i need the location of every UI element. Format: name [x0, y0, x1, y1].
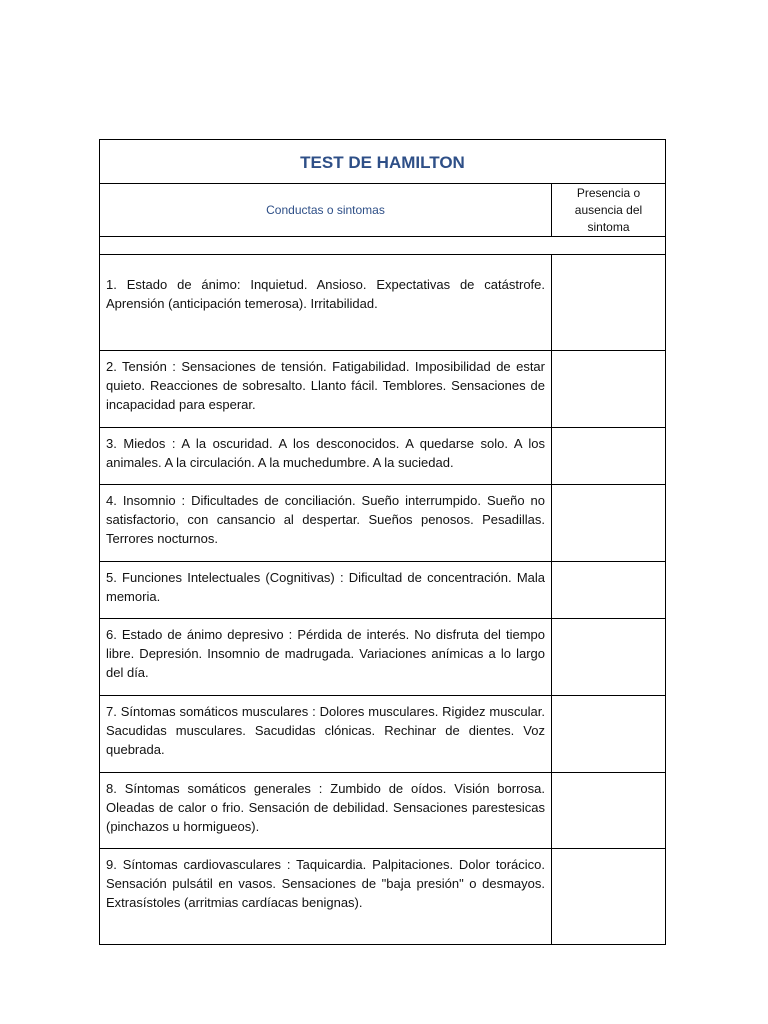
- symptom-cell: [100, 696, 552, 773]
- header-row: [100, 184, 666, 237]
- presence-answer-cell[interactable]: [552, 255, 666, 351]
- symptom-text: 7. Síntomas somáticos musculares : Dolores musculares. Rigidez muscular. Sacudidas musculares. Sacudidas clónicas. Rechinar de dientes. Voz quebrada.: [106, 704, 545, 757]
- symptom-cell: [100, 351, 552, 428]
- symptom-cell: [100, 619, 552, 696]
- symptom-cell: [100, 255, 552, 351]
- symptom-text: 2. Tensión : Sensaciones de tensión. Fatigabilidad. Imposibilidad de estar quieto. Reacciones de sobresalto. Llanto fácil. Temblores. Sensaciones de incapacidad para esperar.: [106, 359, 545, 412]
- symptom-text: 9. Síntomas cardiovasculares : Taquicardia. Palpitaciones. Dolor torácico. Sensación pulsátil en vasos. Sensaciones de "baja presión" o desmayos. Extrasístoles (arritmias cardíacas benignas).: [106, 857, 545, 910]
- presence-answer-cell[interactable]: [552, 619, 666, 696]
- table-title: TEST DE HAMILTON: [300, 152, 465, 172]
- table-row: [100, 619, 666, 696]
- symptom-cell: [100, 849, 552, 945]
- table-title-cell: [100, 140, 666, 184]
- symptom-cell: [100, 773, 552, 849]
- presence-answer-cell[interactable]: [552, 428, 666, 485]
- table-row: [100, 696, 666, 773]
- symptoms-column-header: Conductas o sintomas: [100, 184, 552, 237]
- presence-answer-cell[interactable]: [552, 485, 666, 562]
- spacer-cell: [100, 237, 666, 255]
- symptom-text: 5. Funciones Intelectuales (Cognitivas) : Dificultad de concentración. Mala memoria.: [106, 570, 545, 604]
- presence-answer-cell[interactable]: [552, 773, 666, 849]
- table-row: [100, 428, 666, 485]
- symptom-text: 8. Síntomas somáticos generales : Zumbido de oídos. Visión borrosa. Oleadas de calor o frio. Sensación de debilidad. Sensaciones parestesicas (pinchazos u hormigueos).: [106, 781, 545, 834]
- symptom-text: 6. Estado de ánimo depresivo : Pérdida de interés. No disfruta del tiempo libre. Depresión. Insomnio de madrugada. Variaciones anímicas a lo largo del día.: [106, 627, 545, 680]
- title-row: [100, 140, 666, 184]
- presence-answer-cell[interactable]: [552, 351, 666, 428]
- symptom-cell: [100, 428, 552, 485]
- symptom-text: 3. Miedos : A la oscuridad. A los desconocidos. A quedarse solo. A los animales. A la circulación. A la muchedumbre. A la suciedad.: [106, 436, 545, 470]
- hamilton-test-table: [99, 139, 666, 945]
- table-row: [100, 849, 666, 945]
- symptom-text: 1. Estado de ánimo: Inquietud. Ansioso. Expectativas de catástrofe. Aprensión (anticipación temerosa). Irritabilidad.: [106, 277, 545, 311]
- table-row: [100, 773, 666, 849]
- presence-column-header: Presencia o ausencia del sintoma: [552, 184, 666, 237]
- table-row: [100, 562, 666, 619]
- presence-answer-cell[interactable]: [552, 696, 666, 773]
- table-row: [100, 255, 666, 351]
- presence-answer-cell[interactable]: [552, 849, 666, 945]
- table-row: [100, 485, 666, 562]
- presence-answer-cell[interactable]: [552, 562, 666, 619]
- spacer-row: [100, 237, 666, 255]
- symptom-cell: [100, 485, 552, 562]
- symptom-cell: [100, 562, 552, 619]
- table-row: [100, 351, 666, 428]
- symptom-text: 4. Insomnio : Dificultades de conciliación. Sueño interrumpido. Sueño no satisfactorio, con cansancio al despertar. Sueños penosos. Pesadillas. Terrores nocturnos.: [106, 493, 545, 546]
